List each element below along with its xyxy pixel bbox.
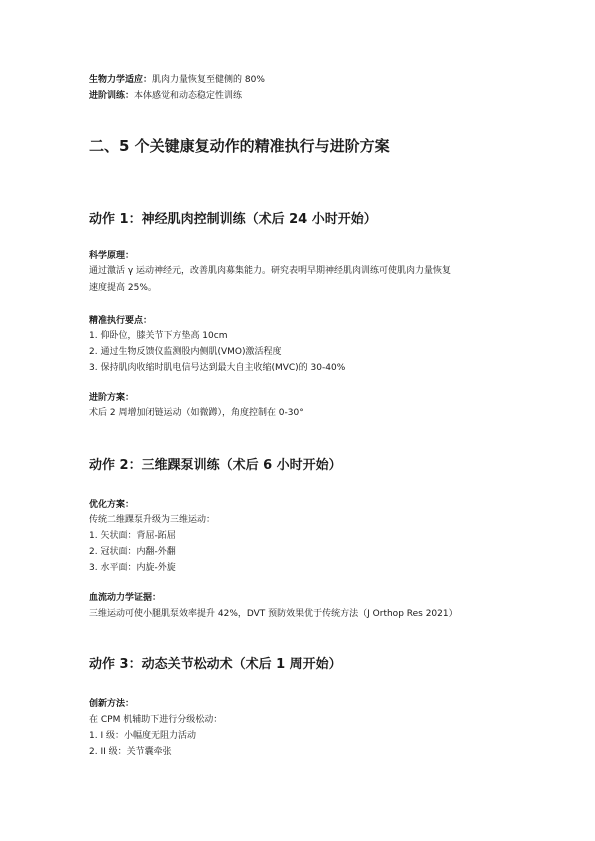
action2-evidence-text: 三维运动可使小腿肌泵效率提升 42%，DVT 预防效果优于传统方法（J Orthop Res 2021） [89,609,458,619]
advanced-training-line [89,88,242,104]
action2-title: 动作 2：三维踝泵训练（术后 6 小时开始） [89,458,342,473]
action2-plan-label: 优化方案： [89,500,135,510]
action1-principle-line-2: 速度提高 25%。 [89,283,157,293]
action2-plan-item-2: 2. 冠状面：内翻-外翻 [89,547,176,557]
action1-title: 动作 1：神经肌肉控制训练（术后 24 小时开始） [89,212,377,227]
adaptation-line [89,72,265,88]
advanced-training-label: 进阶训练： [89,91,135,101]
advanced-training-text: 本体感觉和动态稳定性训练 [134,91,243,101]
action1-principle-line-1: 通过激活 γ 运动神经元，改善肌肉募集能力。研究表明早期神经肌肉训练可使肌肉力量恢复 [89,266,452,276]
action2-plan-item-3: 3. 水平面：内旋-外旋 [89,563,176,573]
action2-plan-item-1: 1. 矢状面：背屈-跖屈 [89,531,176,541]
section-title: 二、5 个关键康复动作的精准执行与进阶方案 [89,137,390,155]
action2-evidence-label: 血流动力学证据： [89,593,162,603]
action2-plan-intro: 传统二维踝泵升级为三维运动： [89,515,216,525]
action1-progress-label: 进阶方案： [89,393,135,403]
adaptation-text: 肌肉力量恢复至健侧的 80% [152,75,265,85]
action3-title: 动作 3：动态关节松动术（术后 1 周开始） [89,657,342,672]
action3-method-intro: 在 CPM 机辅助下进行分级松动： [89,715,223,725]
action1-point-3: 3. 保持肌肉收缩时肌电信号达到最大自主收缩(MVC)的 30-40% [89,363,346,373]
action1-principle-label: 科学原理： [89,251,135,261]
action1-point-1: 1. 仰卧位，膝关节下方垫高 10cm [89,331,228,341]
action3-method-item-1: 1. I 级：小幅度无阻力活动 [89,731,196,741]
action1-point-2: 2. 通过生物反馈仪监测股内侧肌(VMO)激活程度 [89,347,282,357]
adaptation-label: 生物力学适应： [89,75,153,85]
action1-points-label: 精准执行要点： [89,316,153,326]
action1-progress-text: 术后 2 周增加闭链运动（如微蹲），角度控制在 0-30° [89,408,304,418]
action3-method-label: 创新方法： [89,699,135,709]
action3-method-item-2: 2. II 级：关节囊牵张 [89,747,172,757]
